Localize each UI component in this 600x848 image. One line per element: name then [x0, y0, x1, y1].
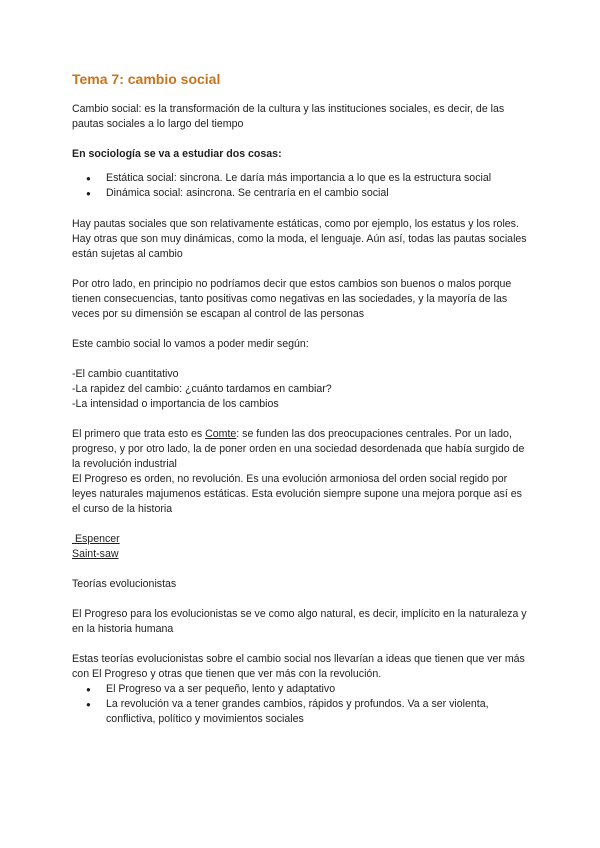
paragraph-consequences: Por otro lado, en principio no podríamos decir que estos cambios son buenos o malos porque tienen consecuencias, tanto positivas como negativas en las sociedades, y la mayoría de las veces por su dimensión se escapan al control de las personas [72, 278, 512, 320]
progress-text: El Progreso es orden, no revolución. Es una evolución armoniosa del orden social regido por leyes naturales majumenos estáticas. Esta evolución siempre supone una mejora porque así es el curso de la historia [72, 473, 522, 515]
measure-item: -El cambio cuantitativo [72, 368, 179, 380]
name-link-saint-saw[interactable]: Saint-saw [72, 548, 119, 560]
paragraph-evolutionist-title: Teorías evolucionistas [72, 578, 177, 590]
bullet-list-social [72, 171, 528, 201]
list-item: ● Estática social: sincrona. Le daría más importancia a lo que es la estructura social [106, 171, 528, 186]
page-title: Tema 7: cambio social [72, 71, 221, 87]
comte-text-after: : se funden las dos preocupaciones centrales. Por un lado, progreso, y por otro lado, la de poner orden en una sociedad desordenada que había surgido de la revolución industrial [72, 428, 525, 470]
names-block [72, 532, 528, 562]
list-item: ● El Progreso va a ser pequeño, lento y adaptativo [106, 682, 528, 697]
measure-item: -La intensidad o importancia de los cambios [72, 398, 279, 410]
section-heading: En sociología se va a estudiar dos cosas: [72, 148, 282, 160]
list-item: ● La revolución va a tener grandes cambios, rápidos y profundos. Va a ser violenta, conflictiva, político y movimientos sociales [106, 697, 528, 727]
bullet-list-progress [72, 682, 528, 727]
paragraph-evolutionist-progress: El Progreso para los evolucionistas se ve como algo natural, es decir, implícito en la naturaleza y en la historia humana [72, 608, 527, 635]
measure-item: -La rapidez del cambio: ¿cuánto tardamos en cambiar? [72, 383, 332, 395]
document-page [72, 64, 528, 743]
paragraph-comte [72, 427, 528, 517]
list-item: ● Dinámica social: asincrona. Se centraría en el cambio social [106, 186, 528, 201]
paragraph-definition: Cambio social: es la transformación de la cultura y las instituciones sociales, es decir, de las pautas sociales a lo largo del tiempo [72, 103, 505, 130]
paragraph-evolutionist-ideas: Estas teorías evolucionistas sobre el cambio social nos llevarían a ideas que tienen que ver más con El Progreso y otras que tienen que ver más con la revolución. [72, 653, 525, 680]
comte-link[interactable]: Comte [205, 428, 237, 440]
name-link-espencer[interactable]: Espencer [72, 533, 120, 545]
paragraph-patterns: Hay pautas sociales que son relativamente estáticas, como por ejemplo, los estatus y los roles. Hay otras que son muy dinámicas, como la moda, el lenguaje. Aún así, todas las pautas sociales están sujetas al cambio [72, 218, 527, 260]
measure-list [72, 367, 528, 412]
paragraph-measure-intro: Este cambio social lo vamos a poder medir según: [72, 338, 309, 350]
comte-text-before: El primero que trata esto es [72, 428, 206, 440]
